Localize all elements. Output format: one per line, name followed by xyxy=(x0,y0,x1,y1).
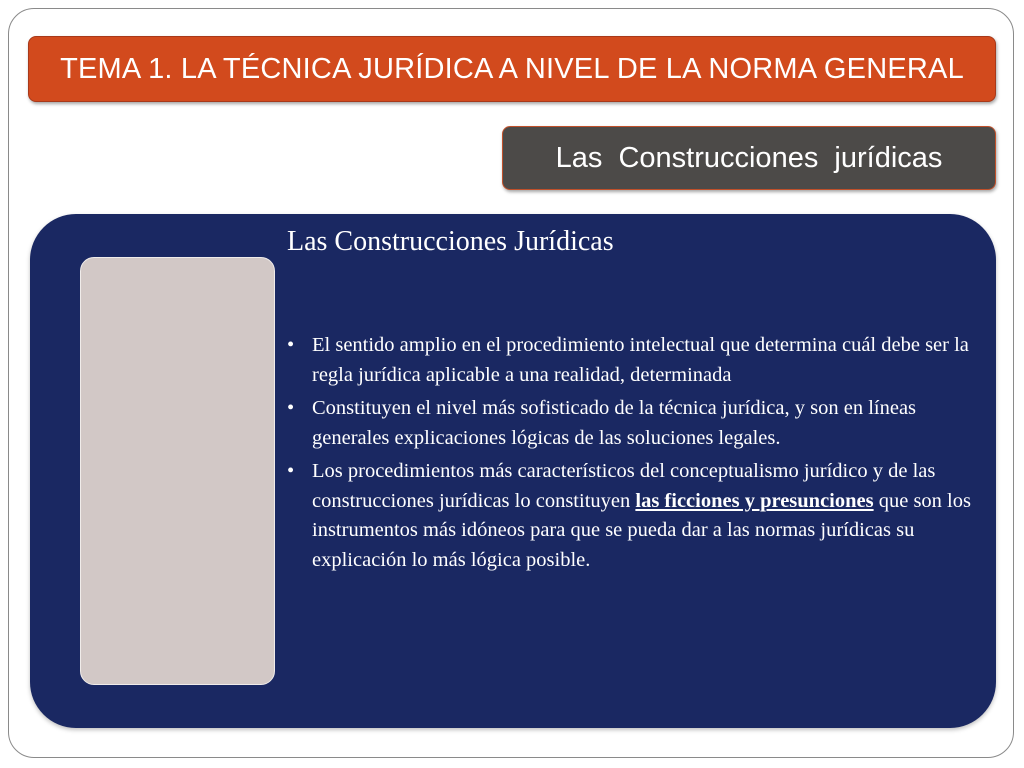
panel-heading: Las Construcciones Jurídicas xyxy=(287,226,614,257)
slide-subtitle: Las Construcciones jurídicas xyxy=(555,141,943,174)
image-placeholder xyxy=(80,257,275,685)
bullet-mark: • xyxy=(287,334,295,356)
bullet-mark: • xyxy=(287,460,295,482)
bullet-text-after: que son los instrumentos más idóneos para que se pueda dar a las normas jurídicas su explicación lo más lógica posible. xyxy=(312,489,971,571)
bullet-text: El sentido amplio en el procedimiento intelectual que determina cuál debe ser la regla jurídica aplicable a una realidad, determinada xyxy=(312,334,969,386)
bullet-list xyxy=(287,331,987,579)
bullet-text-before: Los procedimientos más característicos del conceptualismo jurídico y de las construcciones jurídicas lo constituyen xyxy=(312,460,936,512)
slide-title-bar xyxy=(28,36,996,102)
bullet-text: Constituyen el nivel más sofisticado de la técnica jurídica, y son en líneas generales explicaciones lógicas de las soluciones legales. xyxy=(312,397,917,449)
bullet-item xyxy=(287,331,987,390)
bullet-item xyxy=(287,394,987,453)
subtitle-box xyxy=(502,126,996,190)
slide-title: TEMA 1. LA TÉCNICA JURÍDICA A NIVEL DE LA NORMA GENERAL xyxy=(60,52,964,85)
bullet-item xyxy=(287,457,987,575)
bullet-emphasis: las ficciones y presunciones xyxy=(635,489,874,512)
bullet-mark: • xyxy=(287,397,295,419)
